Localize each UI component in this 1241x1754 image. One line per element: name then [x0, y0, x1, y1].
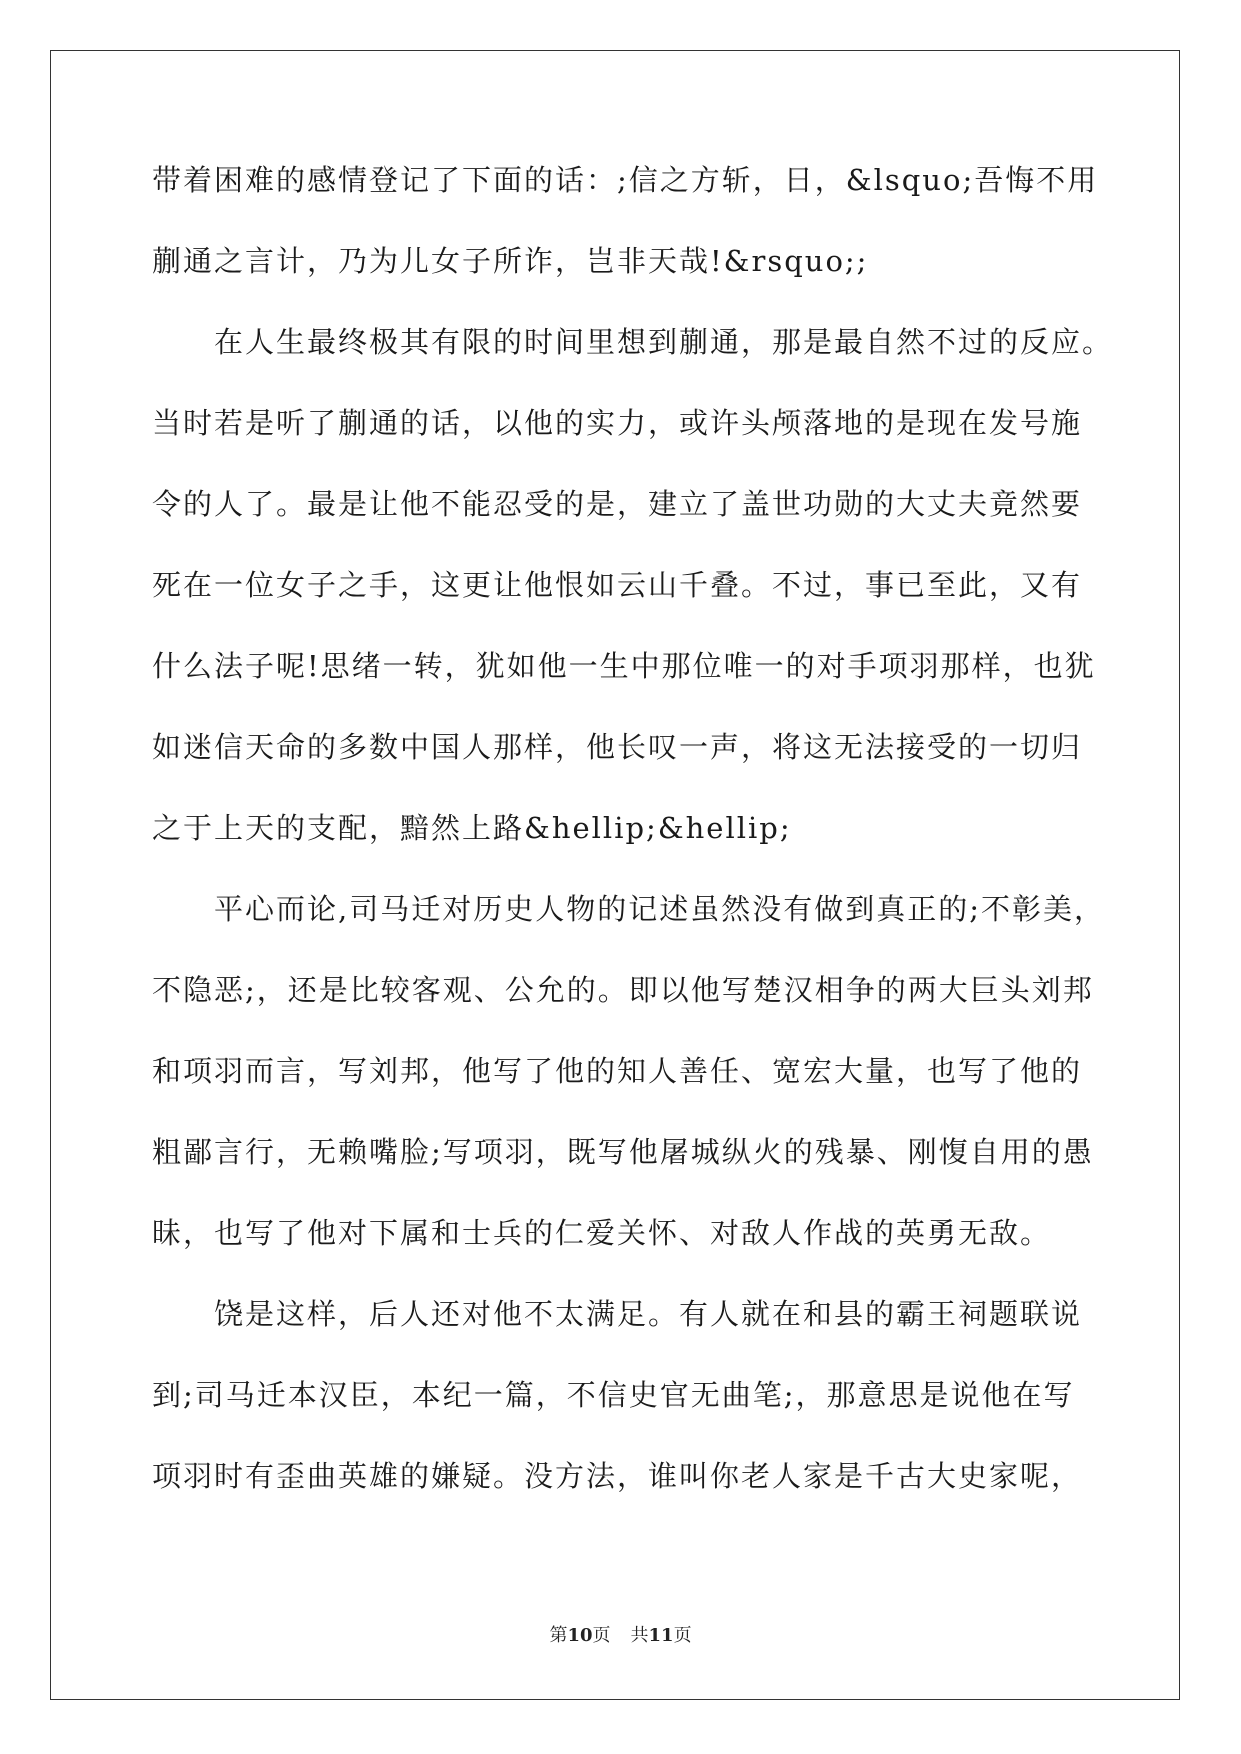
- text-line: 粗鄙言行，无赖嘴脸;写项羽，既写他屠城纵火的残暴、刚愎自用的愚: [152, 1135, 1094, 1169]
- current-page-number: 10: [567, 1625, 593, 1646]
- text-line: 当时若是听了蒯通的话，以他的实力，或许头颅落地的是现在发号施: [152, 406, 1083, 440]
- text-line: 不隐恶;，还是比较客观、公允的。即以他写楚汉相争的两大巨头刘邦: [152, 973, 1094, 1007]
- text-line: 之于上天的支配，黯然上路&hellip;&hellip;: [152, 811, 792, 845]
- text-line: 带着困难的感情登记了下面的话：;信之方斩，日，&lsquo;吾悔不用: [152, 163, 1099, 197]
- text-line: 昧，也写了他对下属和士兵的仁爱关怀、对敌人作战的英勇无敌。: [152, 1216, 1052, 1250]
- text-line: 蒯通之言计，乃为儿女子所诈，岂非天哉!&rsquo;;: [152, 244, 869, 278]
- text-line: 平心而论,司马迁对历史人物的记述虽然没有做到真正的;不彰美，: [152, 892, 1105, 926]
- text-line: 什么法子呢!思绪一转，犹如他一生中那位唯一的对手项羽那样，也犹: [152, 649, 1096, 683]
- body-text: [152, 162, 1114, 1539]
- footer-total-prefix: 共: [630, 1625, 649, 1646]
- total-page-number: 11: [648, 1625, 674, 1646]
- page-footer: [0, 1621, 1241, 1647]
- footer-page-suffix: 页: [592, 1625, 611, 1646]
- text-line: 如迷信天命的多数中国人那样，他长叹一声，将这无法接受的一切归: [152, 730, 1083, 764]
- text-line: 到;司马迁本汉臣，本纪一篇，不信史官无曲笔;，那意思是说他在写: [152, 1378, 1075, 1412]
- text-line: 项羽时有歪曲英雄的嫌疑。没方法，谁叫你老人家是千古大史家呢，: [152, 1459, 1083, 1493]
- text-line: 在人生最终极其有限的时间里想到蒯通，那是最自然不过的反应。: [152, 325, 1114, 359]
- footer-total-suffix: 页: [673, 1625, 692, 1646]
- text-line: 死在一位女子之手，这更让他恨如云山千叠。不过，事已至此，又有: [152, 568, 1083, 602]
- footer-prefix: 第: [549, 1625, 568, 1646]
- text-line: 和项羽而言，写刘邦，他写了他的知人善任、宽宏大量，也写了他的: [152, 1054, 1083, 1088]
- text-line: 令的人了。最是让他不能忍受的是，建立了盖世功勋的大丈夫竟然要: [152, 487, 1083, 521]
- text-line: 饶是这样，后人还对他不太满足。有人就在和县的霸王祠题联说: [152, 1297, 1083, 1331]
